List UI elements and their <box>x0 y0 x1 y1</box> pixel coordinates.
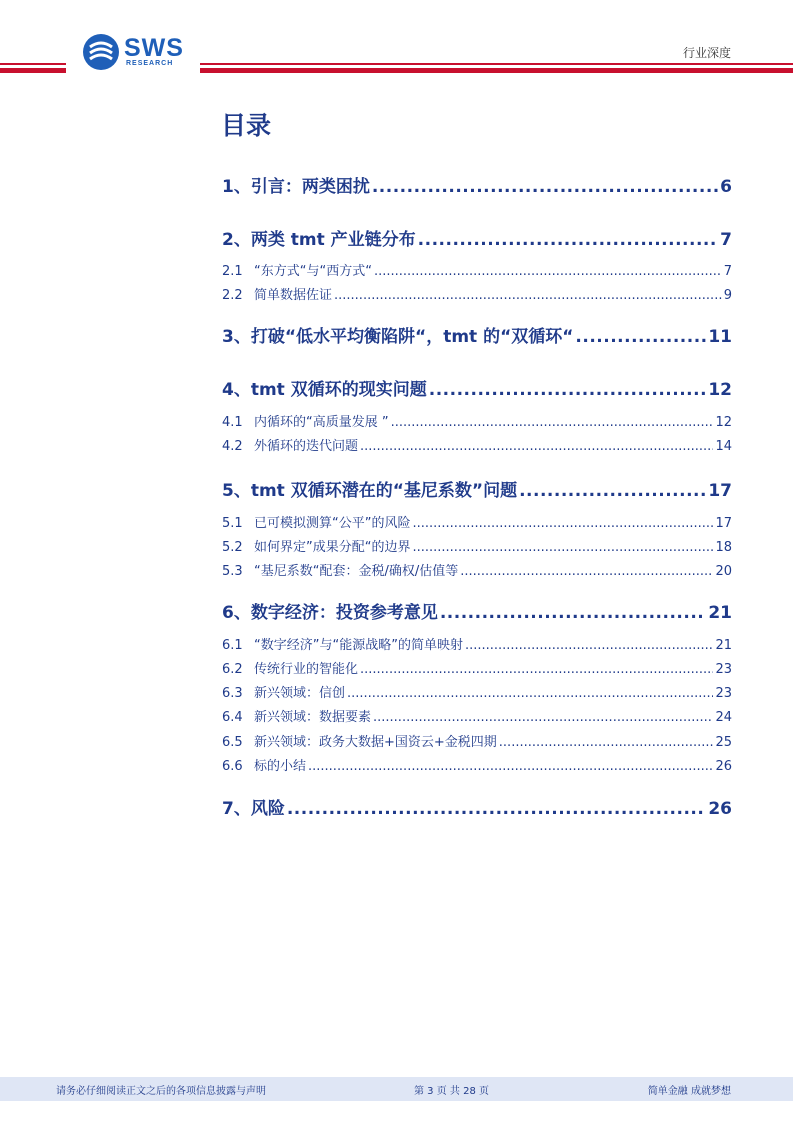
toc-entry-leader <box>412 516 713 531</box>
toc-section-entry[interactable] <box>222 260 732 279</box>
header-rule <box>200 68 793 73</box>
toc-entry-title: 已可模拟测算“公平”的风险 <box>254 516 411 531</box>
toc-section-entry[interactable] <box>222 755 732 774</box>
toc-entry-page: 12 <box>708 380 732 400</box>
toc-entry-leader <box>418 230 719 250</box>
toc-entry-page: 11 <box>708 327 732 347</box>
toc-entry-leader <box>374 264 722 279</box>
toc-entry-leader <box>440 603 706 623</box>
toc-entry-leader <box>575 327 706 347</box>
footer-slogan: 简单金融 成就梦想 <box>647 1086 731 1097</box>
toc-entry-page: 18 <box>715 540 732 555</box>
header-rule <box>200 63 793 65</box>
toc-chapter-entry[interactable] <box>222 172 732 197</box>
toc-entry-leader <box>360 439 713 454</box>
toc-entry-leader <box>372 177 718 197</box>
toc-entry-leader <box>499 735 714 750</box>
toc-entry-title: 打破“低水平均衡陷阱“，tmt 的“双循环“ <box>250 327 574 347</box>
toc-entry-leader <box>429 380 707 400</box>
toc-section-entry[interactable] <box>222 560 732 579</box>
toc-entry-title: 标的小结 <box>254 759 307 774</box>
logo-subtext: RESEARCH <box>126 60 174 67</box>
toc-entry-page: 24 <box>715 710 732 725</box>
toc-entry-title: 简单数据佐证 <box>254 288 333 303</box>
toc-entry-page: 25 <box>715 735 732 750</box>
toc-entry-title: 新兴领域：政务大数据+国资云+金税四期 <box>254 735 497 750</box>
toc-entry-leader <box>391 415 714 430</box>
toc-section-entry[interactable] <box>222 731 732 750</box>
toc-entry-page: 21 <box>708 603 732 623</box>
toc-entry-leader <box>334 288 722 303</box>
toc-entry-page: 17 <box>708 481 732 501</box>
toc-entry-page: 20 <box>715 564 732 579</box>
toc-entry-page: 26 <box>708 799 732 819</box>
toc-entry-leader <box>412 540 713 555</box>
toc-entry-title: 风险 <box>250 799 285 819</box>
toc-entry-number: 6.4 <box>222 710 243 725</box>
toc-entry-page: 26 <box>715 759 732 774</box>
page-number: 第 3 页 共 28 页 <box>414 1086 489 1097</box>
toc-entry-page: 9 <box>723 288 732 303</box>
toc-entry-title: 传统行业的智能化 <box>254 662 359 677</box>
toc-entry-number: 4、 <box>222 380 251 400</box>
toc-entry-number: 6.5 <box>222 735 243 750</box>
toc-entry-leader <box>373 710 713 725</box>
company-logo <box>82 33 192 73</box>
toc-entry-number: 2.2 <box>222 288 243 303</box>
toc-entry-number: 4.1 <box>222 415 243 430</box>
toc-entry-title: 如何界定”成果分配“的边界 <box>254 540 411 555</box>
toc-entry-number: 6.3 <box>222 686 243 701</box>
toc-title: 目录 <box>221 111 272 140</box>
toc-entry-title: 数字经济：投资参考意见 <box>250 603 438 623</box>
toc-entry-number: 5、 <box>222 481 251 501</box>
toc-entry-number: 3、 <box>222 327 251 347</box>
toc-entry-leader <box>347 686 713 701</box>
toc-chapter-entry[interactable] <box>222 598 732 623</box>
header-rule <box>0 68 66 73</box>
toc-entry-page: 21 <box>715 638 732 653</box>
toc-entry-title: “基尼系数“配套：金税/确权/估值等 <box>254 564 459 579</box>
toc-section-entry[interactable] <box>222 634 732 653</box>
logo-mark-icon <box>82 33 120 71</box>
toc-entry-leader <box>465 638 714 653</box>
toc-entry-page: 6 <box>720 177 732 197</box>
toc-entry-number: 5.2 <box>222 540 243 555</box>
toc-chapter-entry[interactable] <box>222 794 732 819</box>
toc-entry-title: 引言：两类困扰 <box>250 177 370 197</box>
toc-entry-page: 17 <box>715 516 732 531</box>
toc-entry-title: 外循环的迭代问题 <box>254 439 359 454</box>
toc-entry-number: 4.2 <box>222 439 243 454</box>
toc-section-entry[interactable] <box>222 536 732 555</box>
toc-entry-leader <box>287 799 706 819</box>
toc-entry-page: 14 <box>715 439 732 454</box>
toc-entry-page: 7 <box>720 230 732 250</box>
toc-entry-number: 6.6 <box>222 759 243 774</box>
toc-chapter-entry[interactable] <box>222 375 732 400</box>
toc-section-entry[interactable] <box>222 706 732 725</box>
toc-entry-title: 新兴领域：数据要素 <box>254 710 372 725</box>
toc-section-entry[interactable] <box>222 658 732 677</box>
toc-entry-leader <box>519 481 706 501</box>
page-footer <box>0 1077 793 1101</box>
toc-entry-title: 两类 tmt 产业链分布 <box>250 230 416 250</box>
toc-entry-number: 2、 <box>222 230 251 250</box>
toc-entry-leader <box>360 662 713 677</box>
toc-entry-number: 5.3 <box>222 564 243 579</box>
toc-entry-number: 7、 <box>222 799 251 819</box>
toc-entry-title: “数字经济”与“能源战略”的简单映射 <box>254 638 463 653</box>
toc-entry-number: 5.1 <box>222 516 243 531</box>
toc-entry-page: 23 <box>715 686 732 701</box>
toc-entry-number: 6、 <box>222 603 251 623</box>
footer-disclaimer: 请务必仔细阅读正文之后的各项信息披露与声明 <box>56 1086 266 1097</box>
toc-chapter-entry[interactable] <box>222 225 732 250</box>
toc-entry-page: 23 <box>715 662 732 677</box>
toc-entry-page: 7 <box>723 264 732 279</box>
toc-section-entry[interactable] <box>222 284 732 303</box>
toc-entry-page: 12 <box>715 415 732 430</box>
toc-chapter-entry[interactable] <box>222 322 732 347</box>
report-type-tag: 行业深度 <box>682 46 731 60</box>
toc-section-entry[interactable] <box>222 512 732 531</box>
toc-section-entry[interactable] <box>222 682 732 701</box>
toc-entry-title: 新兴领域：信创 <box>254 686 346 701</box>
toc-entry-leader <box>308 759 713 774</box>
toc-entry-title: 内循环的“高质量发展 ” <box>254 415 389 430</box>
toc-entry-title: tmt 双循环的现实问题 <box>250 380 427 400</box>
logo-text: SWS <box>124 34 184 62</box>
toc-entry-leader <box>460 564 713 579</box>
header-rule <box>0 63 66 65</box>
toc-chapter-entry[interactable] <box>222 476 732 501</box>
toc-entry-number: 2.1 <box>222 264 243 279</box>
toc-entry-number: 6.2 <box>222 662 243 677</box>
toc-entry-number: 6.1 <box>222 638 243 653</box>
toc-section-entry[interactable] <box>222 435 732 454</box>
toc-section-entry[interactable] <box>222 411 732 430</box>
toc-entry-number: 1、 <box>222 177 251 197</box>
toc-entry-title: “东方式“与“西方式“ <box>254 264 372 279</box>
toc-entry-title: tmt 双循环潜在的“基尼系数”问题 <box>250 481 518 501</box>
